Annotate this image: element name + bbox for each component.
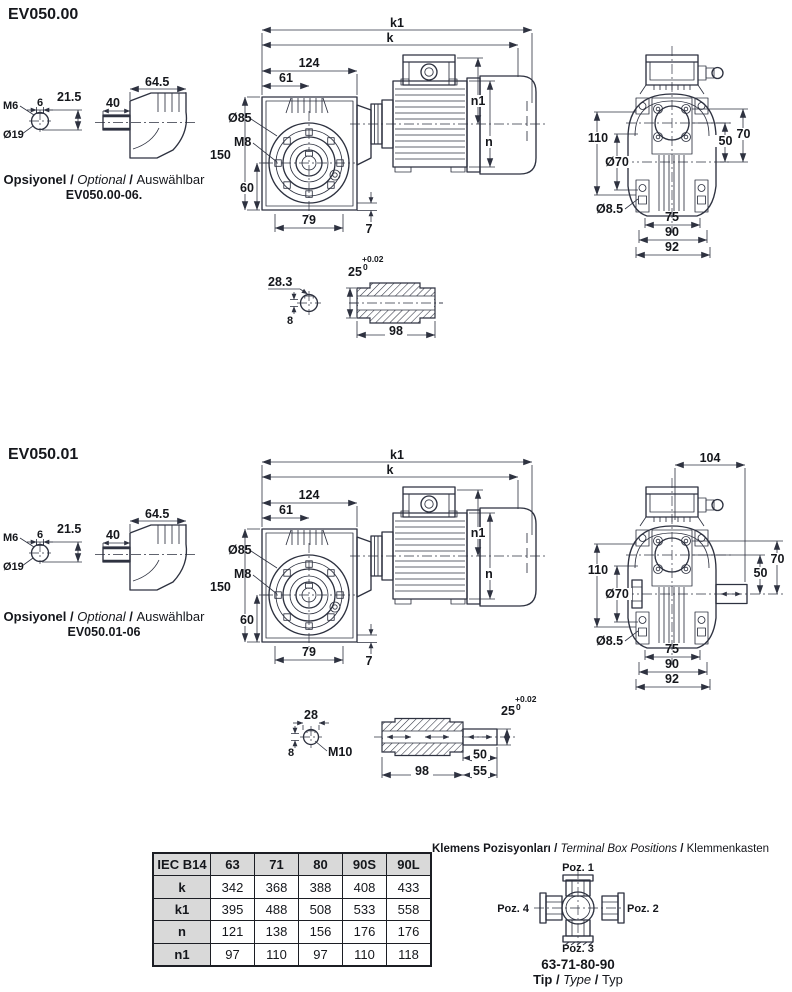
optional-note-00 xyxy=(2,172,206,203)
poz-4-label: Poz. 4 xyxy=(497,903,529,915)
type-sizes-label: 63-71-80-90 xyxy=(541,957,615,972)
col-header: 90S xyxy=(343,853,387,876)
dim-40-label: 40 xyxy=(106,528,120,542)
dim-55-label: 55 xyxy=(473,764,487,778)
section-title: EV050.00 xyxy=(8,6,79,23)
poz-2-label: Poz. 2 xyxy=(627,903,659,915)
optional-views-01 xyxy=(0,492,200,607)
cell: 533 xyxy=(343,898,387,920)
motor xyxy=(357,55,536,174)
gearbox-housing xyxy=(262,529,357,642)
dim-28-label: 28 xyxy=(304,708,318,722)
dim-150-label: 150 xyxy=(210,580,231,594)
dim-61-label: 61 xyxy=(279,503,293,517)
dim-dia19-label: Ø19 xyxy=(3,561,24,573)
dim-25-tol-zero: 0 xyxy=(516,702,521,712)
dim-90-label: 90 xyxy=(665,657,679,671)
tip-type-typ-label: Tip / Type / Typ xyxy=(533,972,623,987)
dim-60-label: 60 xyxy=(240,181,254,195)
dim-21-5-label: 21.5 xyxy=(57,522,82,536)
table-header-row xyxy=(153,853,431,876)
dim-7-label: 7 xyxy=(365,654,373,668)
cell: 176 xyxy=(343,921,387,943)
dim-124-label: 124 xyxy=(298,56,320,70)
dim-70-label: 70 xyxy=(770,552,785,566)
dim-104-label: 104 xyxy=(699,451,721,465)
dim-64-5-label: 64.5 xyxy=(145,75,170,89)
dim-m6-label: M6 xyxy=(3,532,19,544)
dim-8-label: 8 xyxy=(286,315,294,327)
dim-6-label: 6 xyxy=(36,97,44,109)
section-title: EV050.01 xyxy=(8,446,79,463)
dim-92-label: 92 xyxy=(665,240,679,254)
motor xyxy=(357,487,536,606)
dim-50-label: 50 xyxy=(473,747,487,762)
dim-60-label: 60 xyxy=(240,613,254,627)
dim-90-label: 90 xyxy=(665,225,679,239)
dim-21-5-label: 21.5 xyxy=(57,90,82,104)
terminal-box-cross xyxy=(540,875,624,945)
gearbox-front xyxy=(628,526,747,648)
cell: 488 xyxy=(255,898,299,920)
terminal-box-front xyxy=(640,55,723,94)
dim-75-label: 75 xyxy=(665,210,679,224)
row-label: n xyxy=(153,921,211,943)
dim-79-label: 79 xyxy=(302,213,316,227)
cell: 110 xyxy=(255,943,299,966)
front-view-01 xyxy=(580,450,792,702)
gearbox-housing xyxy=(262,97,357,210)
cell: 97 xyxy=(211,943,255,966)
dim-n1-label: n1 xyxy=(470,94,486,108)
dim-28-3-label: 28.3 xyxy=(268,275,293,289)
dim-8-label: 8 xyxy=(287,747,295,759)
dimension-lines xyxy=(245,462,532,664)
dim-7-label: 7 xyxy=(365,222,373,236)
dim-110-label: 110 xyxy=(587,563,609,577)
dim-50-label: 50 xyxy=(753,566,768,580)
table-row xyxy=(153,921,431,943)
dim-25-label: 25 xyxy=(348,265,362,279)
dim-k-label: k xyxy=(386,463,394,477)
iec-b14-dimension-table xyxy=(152,852,432,967)
cell: 388 xyxy=(299,876,343,898)
optional-note-code: EV050.00-06. xyxy=(65,188,143,202)
output-flange-view xyxy=(95,507,196,590)
dim-61-label: 61 xyxy=(279,71,293,85)
dim-dia8-5-label: Ø8.5 xyxy=(596,634,624,648)
terminal-box-front xyxy=(640,487,723,526)
dim-dia70-label: Ø70 xyxy=(605,587,629,601)
dim-79-label: 79 xyxy=(302,645,316,659)
dim-64-5-label: 64.5 xyxy=(145,507,170,521)
cell: 118 xyxy=(387,943,432,966)
dim-50-label: 50 xyxy=(718,134,733,148)
cell: 508 xyxy=(299,898,343,920)
dim-n-label: n xyxy=(485,135,493,149)
dim-150-label: 150 xyxy=(210,148,231,162)
solid-shaft-detail-01 xyxy=(275,690,545,792)
dim-dia19-label: Ø19 xyxy=(3,129,24,141)
cell: 176 xyxy=(387,921,432,943)
col-header: 71 xyxy=(255,853,299,876)
poz-1-label: Poz. 1 xyxy=(562,862,594,874)
col-header: IEC B14 xyxy=(153,853,211,876)
optional-note-01 xyxy=(2,609,206,640)
cell: 156 xyxy=(299,921,343,943)
output-flange-view xyxy=(95,75,196,158)
dim-124-label: 124 xyxy=(298,488,320,502)
shaft-end-view xyxy=(3,522,82,573)
dimension-lines xyxy=(245,30,532,232)
front-view-00 xyxy=(580,28,792,268)
optional-note-code: EV050.01-06 xyxy=(67,625,141,639)
optional-note-line1: Opsiyonel / Optional / Auswählbar xyxy=(3,172,205,187)
dim-m8-label: M8 xyxy=(234,567,252,581)
dim-m8-label: M8 xyxy=(234,135,252,149)
table-row xyxy=(153,943,431,966)
optional-views-00 xyxy=(0,60,200,175)
dim-25-tol-zero: 0 xyxy=(363,262,368,272)
cell: 121 xyxy=(211,921,255,943)
cell: 558 xyxy=(387,898,432,920)
cell: 342 xyxy=(211,876,255,898)
col-header: 80 xyxy=(299,853,343,876)
dim-m6-label: M6 xyxy=(3,100,19,112)
row-label: k xyxy=(153,876,211,898)
dim-40-label: 40 xyxy=(106,96,120,110)
cell: 110 xyxy=(343,943,387,966)
dim-110-label: 110 xyxy=(587,131,609,145)
dim-k1-label: k1 xyxy=(390,448,404,462)
col-header: 90L xyxy=(387,853,432,876)
row-label: k1 xyxy=(153,898,211,920)
cell: 395 xyxy=(211,898,255,920)
row-label: n1 xyxy=(153,943,211,966)
cell: 368 xyxy=(255,876,299,898)
dim-dia85-label: Ø85 xyxy=(228,543,252,557)
table-row xyxy=(153,876,431,898)
dim-n-label: n xyxy=(485,567,493,581)
dim-m10-label: M10 xyxy=(328,745,353,759)
cell: 138 xyxy=(255,921,299,943)
hollow-shaft-detail-00 xyxy=(250,250,450,348)
optional-note-line1: Opsiyonel / Optional / Auswählbar xyxy=(3,609,205,624)
dim-75-label: 75 xyxy=(665,642,679,656)
col-header: 63 xyxy=(211,853,255,876)
dim-6-label: 6 xyxy=(36,529,44,541)
dim-dia70-label: Ø70 xyxy=(605,155,629,169)
dim-k1-label: k1 xyxy=(390,16,404,30)
dim-25-tol-plus: +0.02 xyxy=(515,694,537,704)
dim-25-tol-plus: +0.02 xyxy=(362,254,384,264)
dim-92-label: 92 xyxy=(665,672,679,686)
table-row xyxy=(153,898,431,920)
poz-3-label: Poz. 3 xyxy=(562,943,594,955)
cell: 408 xyxy=(343,876,387,898)
shaft-end-view xyxy=(3,90,82,141)
terminal-box-heading: Klemens Pozisyonları / Terminal Box Positions / Klemmenkasten xyxy=(432,843,770,855)
dim-98-label: 98 xyxy=(389,324,403,338)
dim-25-label: 25 xyxy=(501,704,515,718)
dim-dia8-5-label: Ø8.5 xyxy=(596,202,624,216)
dim-dia85-label: Ø85 xyxy=(228,111,252,125)
cell: 97 xyxy=(299,943,343,966)
dim-98-label: 98 xyxy=(415,764,429,778)
dim-k-label: k xyxy=(386,31,394,45)
dim-70-label: 70 xyxy=(736,127,751,141)
side-view-00 xyxy=(205,15,565,247)
dim-n1-label: n1 xyxy=(470,526,486,540)
side-view-01 xyxy=(205,447,565,679)
cell: 433 xyxy=(387,876,432,898)
